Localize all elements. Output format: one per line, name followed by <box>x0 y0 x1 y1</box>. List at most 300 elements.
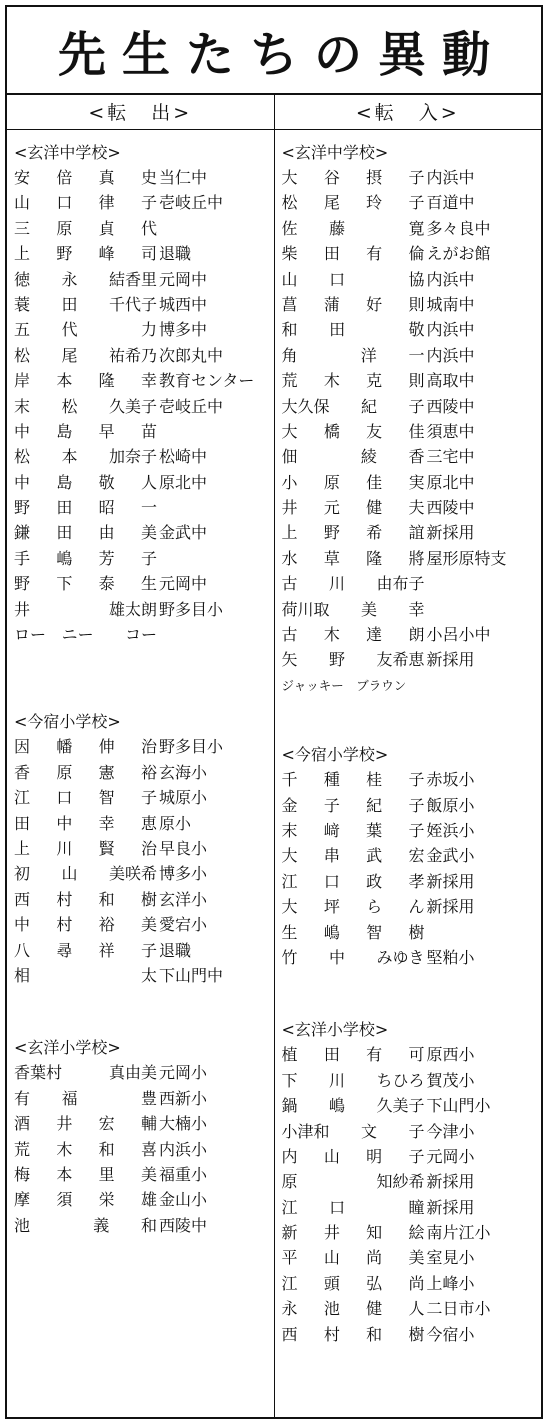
name-part: 嶋 <box>323 922 340 942</box>
name-part: 尚 <box>408 1273 425 1293</box>
name-part: 下 <box>56 574 73 594</box>
name-part: 菖 <box>281 294 298 314</box>
name-part: 野 <box>14 498 31 518</box>
name-part: 本 <box>61 447 78 467</box>
teacher-name <box>14 1187 157 1212</box>
destination-school: 須恵中 <box>426 421 475 441</box>
destination-school: 原西小 <box>426 1045 475 1065</box>
name-part: 香 <box>14 762 31 782</box>
name-part: 力 <box>140 320 157 340</box>
teacher-row <box>282 571 542 596</box>
destination-school: 野多目小 <box>159 737 224 757</box>
name-part: 司 <box>140 244 157 264</box>
destination-school: 壱岐丘中 <box>159 396 224 416</box>
name-part: 鍋 <box>281 1096 298 1116</box>
name-part: 千代子 <box>108 294 157 314</box>
destination-school <box>425 571 427 596</box>
name-part: 幸 <box>140 371 157 391</box>
name-part: 川 <box>328 574 345 594</box>
teacher-name <box>282 945 425 970</box>
name-part: 中 <box>14 915 31 935</box>
name-part: 敬 <box>98 472 115 492</box>
teacher-name <box>282 546 425 571</box>
name-part: 協 <box>408 269 425 289</box>
teacher-row <box>14 1213 274 1238</box>
teacher-name <box>14 520 157 545</box>
destination-school: 福重小 <box>159 1164 208 1184</box>
teacher-row <box>282 165 542 190</box>
school-heading: <玄洋小学校> <box>14 1038 121 1058</box>
destination-school: 原北中 <box>426 472 475 492</box>
teacher-row <box>14 470 274 495</box>
teacher-row <box>14 495 274 520</box>
teacher-name <box>14 1137 157 1162</box>
destination-school: 赤坂小 <box>426 770 475 790</box>
name-part: ちひろ <box>376 1070 425 1090</box>
name-part: 因 <box>14 737 31 757</box>
name-part: みゆき <box>376 947 425 967</box>
name-part: 村 <box>56 915 73 935</box>
teacher-row <box>282 546 542 571</box>
teacher-name <box>282 317 425 342</box>
name-part: 幡 <box>56 737 73 757</box>
name-part: 西 <box>281 1324 298 1344</box>
name-part: 中 <box>14 472 31 492</box>
teacher-name <box>282 1119 425 1144</box>
teacher-row <box>14 1137 274 1162</box>
teacher-name <box>282 571 425 596</box>
teacher-name <box>282 1169 425 1194</box>
teacher-row <box>14 1162 274 1187</box>
name-part: 江 <box>14 788 31 808</box>
teacher-row <box>282 343 542 368</box>
transfer-in-list <box>275 130 542 1347</box>
teacher-row <box>282 216 542 241</box>
name-part: 一 <box>140 498 157 518</box>
name-part: 美 <box>360 599 377 619</box>
name-part: 平 <box>281 1248 298 1268</box>
teacher-row <box>282 495 542 520</box>
name-part: 友 <box>366 421 383 441</box>
name-part: 子 <box>323 795 340 815</box>
school-section <box>282 140 542 698</box>
name-part: 山 <box>281 269 298 289</box>
destination-school: 賀茂小 <box>426 1070 475 1090</box>
destination-school: 金武小 <box>426 846 475 866</box>
destination-school: 退職 <box>159 940 192 960</box>
name-part: 久美子 <box>376 1096 425 1116</box>
name-part: 子 <box>408 396 425 416</box>
name-part: 尾 <box>61 345 78 365</box>
name-part: 小津和 <box>281 1121 330 1141</box>
name-part: 田 <box>323 1045 340 1065</box>
name-part: 川 <box>56 838 73 858</box>
name-part: 誼 <box>408 523 425 543</box>
destination-school <box>425 597 427 622</box>
name-part: 柴 <box>281 244 298 264</box>
destination-school: 新採用 <box>426 650 475 670</box>
name-part: 一 <box>408 345 425 365</box>
teacher-name <box>14 912 157 937</box>
name-part: 永 <box>281 1299 298 1319</box>
teacher-name <box>282 165 425 190</box>
name-part: 荒 <box>281 371 298 391</box>
teacher-name <box>14 495 157 520</box>
teacher-name <box>282 190 425 215</box>
name-part: 子 <box>408 1121 425 1141</box>
name-part: 友希恵 <box>376 650 425 670</box>
name-part: 知紗希 <box>376 1172 425 1192</box>
name-part: 千 <box>281 770 298 790</box>
name-part: 井 <box>323 1223 340 1243</box>
destination-school: 西陵中 <box>159 1215 208 1235</box>
teacher-row <box>282 444 542 469</box>
teacher-name <box>14 394 157 419</box>
teacher-row <box>14 520 274 545</box>
name-part: 太 <box>140 965 157 985</box>
destination-school: 城西中 <box>159 294 208 314</box>
name-part: 原 <box>56 762 73 782</box>
name-part: 野 <box>56 244 73 264</box>
destination-school: 内浜中 <box>426 168 475 187</box>
destination-school <box>157 216 159 241</box>
name-part: 池 <box>323 1299 340 1319</box>
teacher-name <box>14 861 157 886</box>
name-part: 祐希乃 <box>108 345 157 365</box>
name-part: 山 <box>14 193 31 213</box>
name-part: 上 <box>14 838 31 858</box>
teacher-name <box>14 292 157 317</box>
teacher-name <box>282 267 425 292</box>
teacher-name <box>282 818 425 843</box>
name-part: 將 <box>408 548 425 568</box>
teacher-name <box>282 1042 425 1067</box>
name-part: 川 <box>328 1070 345 1090</box>
teacher-row <box>14 811 274 836</box>
name-part: コー <box>124 625 157 645</box>
columns <box>7 93 541 1417</box>
teacher-name: ジャッキー ブラウン <box>281 677 407 693</box>
section-gap <box>282 970 542 1017</box>
teacher-row <box>14 912 274 937</box>
name-part: 徳 <box>14 269 31 289</box>
name-part: 健 <box>366 498 383 518</box>
name-part: 幸 <box>98 813 115 833</box>
destination-school: 大楠小 <box>159 1114 208 1134</box>
teacher-name <box>282 1271 425 1296</box>
teacher-name <box>282 1322 425 1347</box>
name-part: 水 <box>281 548 298 568</box>
destination-school: 教育センター <box>159 371 255 391</box>
teacher-name <box>14 963 157 988</box>
teacher-name <box>282 343 425 368</box>
teacher-name <box>14 165 157 190</box>
name-part: 蒲 <box>323 294 340 314</box>
destination-school: 新採用 <box>426 1172 475 1192</box>
teacher-name <box>282 1068 425 1093</box>
name-part: 泰 <box>98 574 115 594</box>
teacher-row <box>282 292 542 317</box>
destination-school: 下山門中 <box>159 965 224 985</box>
name-part: 隆 <box>366 548 383 568</box>
name-part: 口 <box>329 269 346 289</box>
teacher-row <box>14 292 274 317</box>
name-part: 倫 <box>408 244 425 264</box>
destination-school: 城原小 <box>159 788 208 808</box>
name-part: 尚 <box>366 1248 383 1268</box>
name-part: ん <box>408 897 425 917</box>
name-part: 樹 <box>408 1324 425 1344</box>
name-part: 西 <box>14 889 31 909</box>
teacher-row <box>14 597 274 622</box>
teacher-name <box>14 317 157 342</box>
name-part: 摂 <box>366 168 383 187</box>
name-part: 口 <box>56 788 73 808</box>
name-part: 嶋 <box>56 548 73 568</box>
name-part: 末 <box>14 396 31 416</box>
name-part: 大 <box>281 846 298 866</box>
name-part: 知 <box>366 1223 383 1243</box>
name-part: 井 <box>56 1114 73 1134</box>
name-part: 実 <box>408 472 425 492</box>
name-part: 田 <box>56 523 73 543</box>
name-part: 有 <box>366 1045 383 1065</box>
teacher-name <box>14 241 157 266</box>
name-part: 中 <box>56 813 73 833</box>
name-part: 田 <box>323 244 340 264</box>
name-part: 﨑 <box>323 820 340 840</box>
school-heading: <今宿小学校> <box>14 712 121 732</box>
name-part: 裕 <box>98 915 115 935</box>
teacher-name <box>14 622 157 647</box>
name-part: 初 <box>14 864 31 884</box>
name-part: 紀 <box>366 795 383 815</box>
teacher-row <box>282 894 542 919</box>
teacher-name <box>282 495 425 520</box>
name-part: 人 <box>140 472 157 492</box>
name-part: 梅 <box>14 1164 31 1184</box>
name-part: 弘 <box>366 1273 383 1293</box>
name-part: 下 <box>281 1070 298 1090</box>
name-part: 古 <box>281 625 298 645</box>
name-part: 江 <box>281 871 298 891</box>
teacher-name <box>14 368 157 393</box>
name-part: 苗 <box>140 421 157 441</box>
name-part: 美 <box>140 523 157 543</box>
name-part: 美 <box>408 1248 425 1268</box>
name-part: 則 <box>408 371 425 391</box>
section-gap <box>282 698 542 742</box>
destination-school: 飯原小 <box>426 795 475 815</box>
destination-school: 内浜中 <box>426 269 475 289</box>
name-part: 相 <box>14 965 31 985</box>
destination-school <box>425 920 427 945</box>
name-part: 村 <box>323 1324 340 1344</box>
name-part: 樹 <box>140 889 157 909</box>
destination-school: 次郎丸中 <box>159 345 224 365</box>
teacher-name <box>282 869 425 894</box>
name-part: 里 <box>98 1164 115 1184</box>
teacher-name <box>282 419 425 444</box>
teacher-row <box>14 1111 274 1136</box>
name-part: 幸 <box>408 599 425 619</box>
name-part: 洋 <box>360 345 377 365</box>
teacher-name <box>14 571 157 596</box>
name-part: 三 <box>14 218 31 238</box>
name-part: 代 <box>140 218 157 238</box>
teacher-name <box>14 267 157 292</box>
name-part: 伸 <box>98 737 115 757</box>
destination-school: 玄海小 <box>159 762 208 782</box>
destination-school: 博多中 <box>159 320 208 340</box>
name-part: 治 <box>140 838 157 858</box>
destination-school: 新採用 <box>426 871 475 891</box>
name-part: 永 <box>61 269 78 289</box>
destination-school: 新採用 <box>426 523 475 543</box>
name-part: 島 <box>56 421 73 441</box>
teacher-row <box>14 836 274 861</box>
teacher-name <box>14 597 157 622</box>
name-part: 代 <box>61 320 78 340</box>
name-part: 治 <box>140 737 157 757</box>
name-part: 尋 <box>56 940 73 960</box>
name-part: 大 <box>281 168 298 187</box>
teacher-row <box>282 1068 542 1093</box>
teacher-row <box>282 394 542 419</box>
teacher-row <box>14 267 274 292</box>
name-part: 谷 <box>323 168 340 187</box>
teacher-row <box>14 861 274 886</box>
destination-school: 元岡中 <box>159 574 208 594</box>
destination-school: 内浜中 <box>426 320 475 340</box>
destination-school: 金山小 <box>159 1190 208 1210</box>
name-part: 子 <box>140 940 157 960</box>
section-gap <box>14 647 274 709</box>
destination-school: 今津小 <box>426 1121 475 1141</box>
teacher-name <box>282 1296 425 1321</box>
name-part: 真由美 <box>108 1063 157 1083</box>
name-part: 小 <box>281 472 298 492</box>
name-part: 手 <box>14 548 31 568</box>
name-part: 野 <box>14 574 31 594</box>
teacher-row <box>282 1169 542 1194</box>
name-part: 子 <box>140 788 157 808</box>
name-part: 口 <box>329 1197 346 1217</box>
teacher-name <box>14 216 157 241</box>
name-part: 輔 <box>140 1114 157 1134</box>
name-part: 加奈子 <box>108 447 157 467</box>
teacher-name <box>14 785 157 810</box>
name-part: 松 <box>61 396 78 416</box>
name-part: 荒 <box>14 1139 31 1159</box>
teacher-row <box>282 317 542 342</box>
destination-school: 野多目小 <box>159 599 224 619</box>
name-part: 賢 <box>98 838 115 858</box>
name-part: 元 <box>323 498 340 518</box>
name-part: 頭 <box>323 1273 340 1293</box>
name-part: 佃 <box>281 447 298 467</box>
destination-school: 内浜小 <box>159 1139 208 1159</box>
teacher-name <box>14 1162 157 1187</box>
teacher-row <box>282 241 542 266</box>
name-part: 桂 <box>366 770 383 790</box>
teacher-name <box>282 1245 425 1270</box>
destination-school: 今宿小 <box>426 1324 475 1344</box>
name-part: 生 <box>140 574 157 594</box>
name-part: 裕 <box>140 762 157 782</box>
notice-frame <box>5 5 543 1419</box>
name-part: 江 <box>281 1273 298 1293</box>
teacher-name <box>14 1213 157 1238</box>
name-part: 原 <box>281 1172 298 1192</box>
teacher-row <box>282 818 542 843</box>
destination-school: 原北中 <box>159 472 208 492</box>
teacher-row <box>282 190 542 215</box>
teacher-row <box>282 470 542 495</box>
teacher-row <box>14 938 274 963</box>
name-part: 本 <box>56 371 73 391</box>
teacher-name <box>14 734 157 759</box>
destination-school: 金武中 <box>159 523 208 543</box>
school-section <box>14 709 274 988</box>
title-box <box>7 7 541 95</box>
name-part: 葉 <box>366 820 383 840</box>
destination-school: 内浜中 <box>426 345 475 365</box>
destination-school: 新採用 <box>426 897 475 917</box>
teacher-name <box>14 887 157 912</box>
teacher-row <box>282 767 542 792</box>
teacher-name <box>282 241 425 266</box>
name-part: 木 <box>323 625 340 645</box>
name-part: 山 <box>61 864 78 884</box>
transfer-out-header: <転 出> <box>7 93 274 130</box>
teacher-row <box>282 520 542 545</box>
name-part: 和 <box>98 1139 115 1159</box>
teacher-row <box>14 216 274 241</box>
teacher-row <box>14 241 274 266</box>
destination-school: 原小 <box>159 813 192 833</box>
teacher-name <box>282 767 425 792</box>
name-part: 子 <box>408 1146 425 1166</box>
teacher-row <box>282 920 542 945</box>
name-part: 子 <box>408 795 425 815</box>
name-part: 内 <box>281 1146 298 1166</box>
destination-school: 博多小 <box>159 864 208 884</box>
teacher-name <box>282 1195 425 1220</box>
name-part: 智 <box>98 788 115 808</box>
school-section <box>14 140 274 647</box>
name-part: 五 <box>14 320 31 340</box>
name-part: 子 <box>140 193 157 213</box>
destination-school <box>157 495 159 520</box>
name-part: 大久保 <box>281 396 330 416</box>
name-part: 子 <box>408 770 425 790</box>
name-part: 樹 <box>408 922 425 942</box>
teacher-name <box>282 843 425 868</box>
name-part: 朗 <box>408 625 425 645</box>
teacher-row <box>282 793 542 818</box>
name-part: 智 <box>366 922 383 942</box>
name-part: 佳 <box>366 472 383 492</box>
name-part: 種 <box>323 770 340 790</box>
teacher-name <box>282 292 425 317</box>
teacher-row <box>282 1144 542 1169</box>
teacher-row <box>14 963 274 988</box>
teacher-row <box>14 343 274 368</box>
name-part: 敬 <box>408 320 425 340</box>
name-part: 綾 <box>360 447 377 467</box>
name-part: 達 <box>366 625 383 645</box>
